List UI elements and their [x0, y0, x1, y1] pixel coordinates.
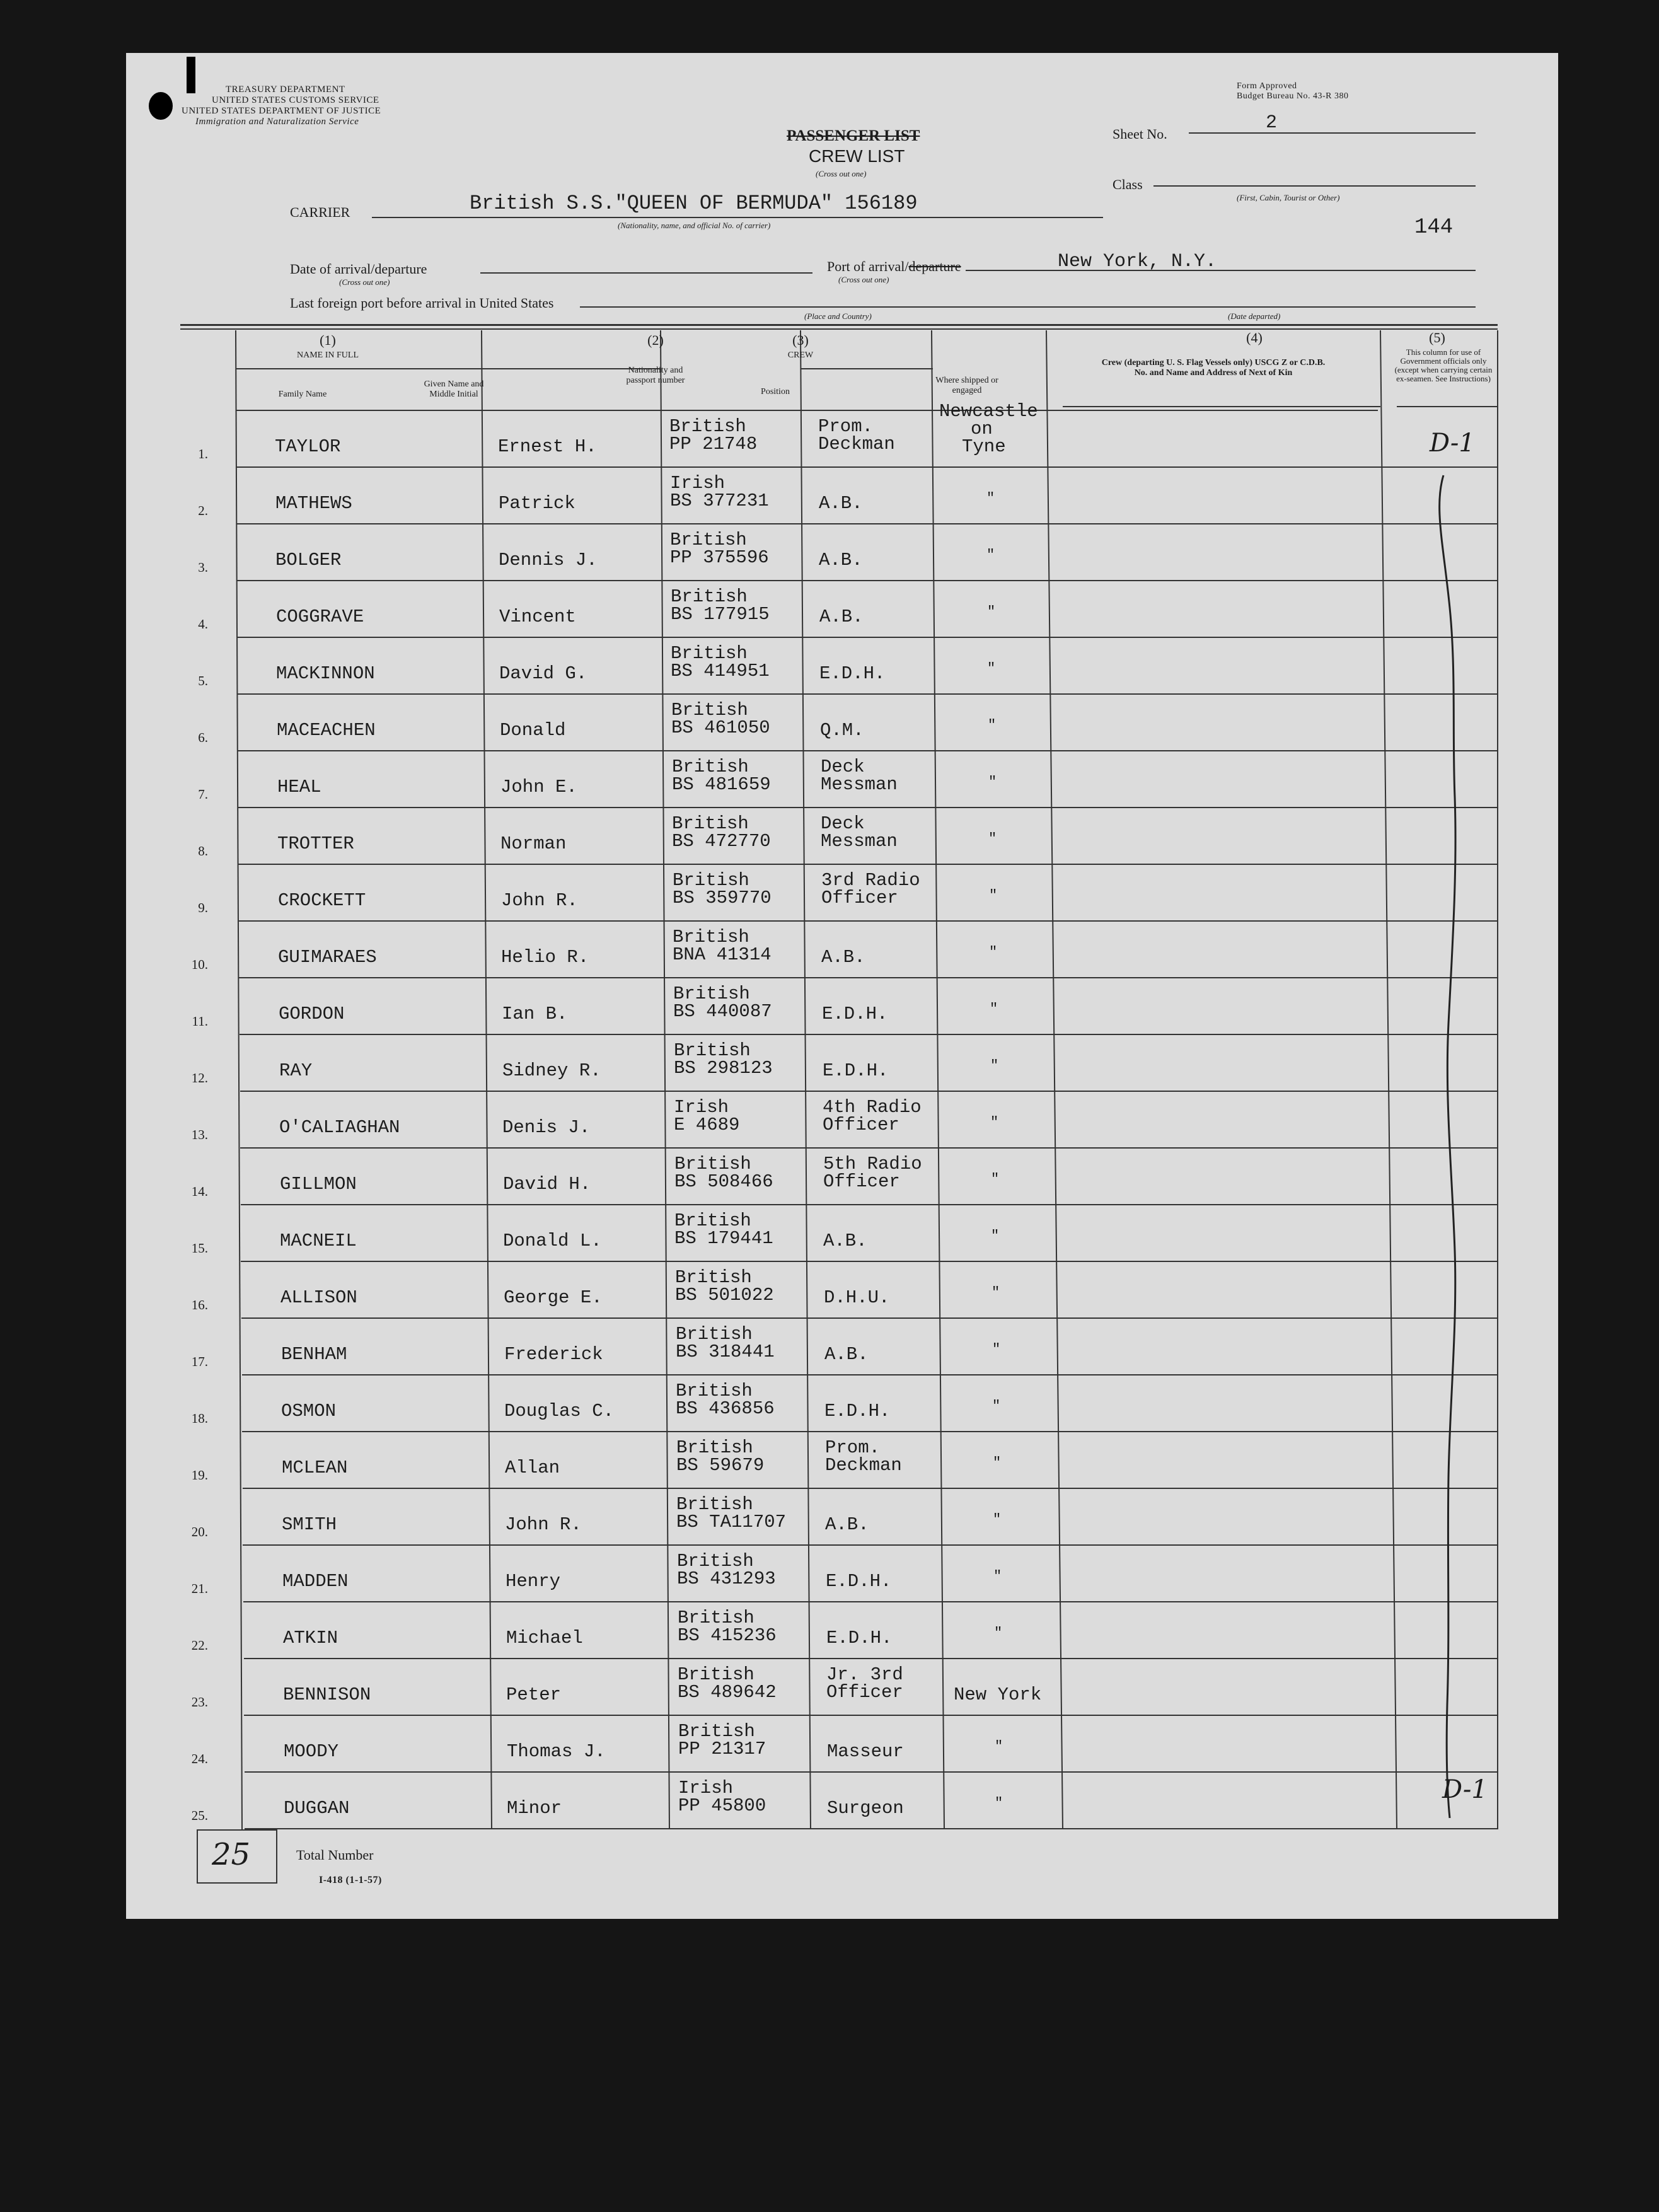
passport-number: PP 45800	[678, 1795, 766, 1816]
col3-number: (3)	[792, 332, 809, 348]
given-name: Helio R.	[501, 947, 589, 968]
position-line-2: Officer	[821, 888, 898, 908]
given-name: Vincent	[499, 606, 576, 627]
given-name: John R.	[505, 1514, 582, 1535]
family-name: GILLMON	[280, 1174, 357, 1195]
nationality: Irish	[678, 1778, 734, 1798]
given-name: Donald	[500, 720, 566, 741]
position-line-2: Messman	[821, 774, 898, 795]
shipped-place: "	[988, 774, 997, 790]
shipped-place: "	[988, 717, 997, 733]
nationality: British	[671, 643, 748, 664]
row-rule	[237, 637, 1498, 638]
position-line-2: Messman	[821, 831, 898, 852]
given-name: Minor	[507, 1798, 562, 1819]
position-line-1: Prom.	[825, 1437, 881, 1458]
crew-list-document	[126, 53, 1558, 1919]
date-hint: (Cross out one)	[339, 277, 390, 287]
passport-number: BS 179441	[674, 1228, 773, 1249]
col2-title: Nationality and passport number	[626, 366, 685, 385]
passport-number: PP 21317	[678, 1739, 766, 1759]
row-rule	[244, 1715, 1498, 1716]
title-cross-out-hint: (Cross out one)	[816, 169, 867, 178]
row-rule	[245, 1771, 1498, 1773]
family-name: DUGGAN	[284, 1798, 350, 1819]
row-number: 4.	[198, 617, 208, 632]
nationality: British	[674, 1040, 751, 1061]
passport-number: PP 21748	[669, 434, 758, 455]
nationality: British	[676, 1437, 753, 1458]
position-line-2: Q.M.	[820, 720, 864, 741]
family-name: MOODY	[284, 1741, 339, 1762]
col5-header-rule	[1397, 406, 1498, 407]
row-number: 12.	[191, 1070, 208, 1086]
port-hint: (Cross out one)	[838, 275, 889, 284]
col4-title: Crew (departing U. S. Flag Vessels only) USCG Z or C.D.B. No. and Name and Address of Next of Kin	[1101, 358, 1326, 378]
agency-line: UNITED STATES CUSTOMS SERVICE	[212, 95, 379, 105]
port-label-crossed: departure	[908, 258, 961, 274]
position-line-2: Masseur	[827, 1741, 904, 1762]
col1b-title: Given Name and Middle Initial	[424, 379, 484, 399]
family-name: MATHEWS	[275, 493, 352, 514]
sheet-label: Sheet No.	[1113, 126, 1167, 142]
row-rule	[239, 977, 1498, 978]
passport-number: BS 436856	[676, 1398, 775, 1419]
nationality: British	[671, 586, 748, 607]
row-rule	[236, 580, 1498, 581]
nationality: British	[671, 700, 748, 721]
shipped-place: "	[991, 1171, 1000, 1187]
port-label-text: Port of arrival/	[827, 258, 909, 274]
passport-number: BS 472770	[672, 831, 771, 852]
nationality: British	[678, 1721, 755, 1742]
position-line-2: Deckman	[825, 1455, 902, 1476]
given-name: Norman	[500, 833, 567, 854]
position-line-2: D.H.U.	[824, 1287, 890, 1308]
position-line-1: Jr. 3rd	[826, 1664, 903, 1685]
nationality: British	[669, 416, 746, 437]
total-value: 25	[212, 1837, 251, 1872]
family-name: HEAL	[277, 777, 321, 797]
col1-number: (1)	[320, 332, 336, 348]
position-line-2: E.D.H.	[824, 1401, 891, 1422]
last-port-label: Last foreign port before arrival in United States	[290, 295, 554, 311]
family-name: BENNISON	[283, 1684, 371, 1705]
row-rule	[244, 1658, 1498, 1659]
given-name: Ernest H.	[498, 436, 597, 457]
col4-number: (4)	[1246, 330, 1263, 345]
position-line-2: A.B.	[824, 1344, 869, 1365]
title-crossed: PASSENGER LIST	[787, 127, 920, 144]
shipped-place: "	[986, 547, 995, 563]
nationality: British	[677, 1551, 754, 1572]
date-departed-hint: (Date departed)	[1228, 311, 1281, 321]
sheet-value: 2	[1266, 112, 1278, 134]
shipped-place: "	[987, 604, 996, 620]
position-line-2: Surgeon	[827, 1798, 904, 1819]
family-name: RAY	[279, 1060, 313, 1081]
carrier-label: CARRIER	[290, 204, 350, 220]
family-name: MCLEAN	[282, 1457, 348, 1478]
row-number: 15.	[191, 1241, 208, 1256]
position-line-2: E.D.H.	[826, 1571, 892, 1592]
shipped-place: "	[990, 1058, 999, 1074]
passport-number: BS 59679	[676, 1455, 765, 1476]
bracket-stroke	[1425, 469, 1481, 1824]
given-name: Patrick	[499, 493, 575, 514]
family-name: MACEACHEN	[277, 720, 376, 741]
shipped-line-1: Newcastle	[939, 401, 1038, 422]
row-rule	[240, 1034, 1498, 1035]
row-number: 3.	[198, 560, 208, 575]
position-line-2: E.D.H.	[823, 1060, 889, 1081]
row-rule	[243, 1601, 1498, 1602]
name-header-rule	[236, 368, 661, 369]
family-name: CROCKETT	[278, 890, 366, 911]
row-rule	[236, 523, 1498, 524]
position-line-2: A.B.	[821, 947, 865, 968]
nationality: Irish	[674, 1097, 729, 1118]
position-line-2: A.B.	[819, 493, 863, 514]
position-line-2: Officer	[823, 1115, 899, 1135]
given-name: Michael	[506, 1628, 583, 1648]
family-name: BOLGER	[275, 550, 342, 570]
row-number: 16.	[191, 1297, 208, 1312]
shipped-place: "	[992, 1341, 1001, 1357]
passport-number: BS 177915	[671, 604, 770, 625]
shipped-place: "	[988, 831, 997, 847]
position-line-1: Deck	[821, 756, 865, 777]
nationality: British	[678, 1664, 754, 1685]
family-name: COGGRAVE	[276, 606, 364, 627]
family-name: TROTTER	[277, 833, 354, 854]
passport-number: BS 501022	[675, 1285, 774, 1306]
family-name: MACKINNON	[276, 663, 375, 684]
date-label: Date of arrival/departure	[290, 261, 427, 277]
family-name: GORDON	[279, 1004, 345, 1024]
given-name: Ian B.	[502, 1004, 568, 1024]
family-name: GUIMARAES	[278, 947, 377, 968]
family-name: ALLISON	[280, 1287, 357, 1308]
row-number: 5.	[198, 673, 208, 688]
row-number: 8.	[198, 843, 208, 859]
row-rule	[243, 1488, 1498, 1489]
crew-header-rule	[801, 368, 933, 369]
annotation-d1-top: D-1	[1430, 429, 1475, 458]
nationality: British	[672, 813, 749, 834]
given-name: Henry	[506, 1571, 561, 1592]
row-rule	[243, 1544, 1498, 1546]
passport-number: BS 440087	[673, 1001, 772, 1022]
row-number: 19.	[191, 1468, 208, 1483]
nationality: Irish	[670, 473, 725, 494]
row-number: 24.	[191, 1751, 208, 1766]
row-number: 17.	[191, 1354, 208, 1369]
position-line-1: Deck	[821, 813, 865, 834]
position-line-1: Prom.	[818, 416, 874, 437]
family-name: BENHAM	[281, 1344, 347, 1365]
given-name: Sidney R.	[502, 1060, 601, 1081]
position-line-2: E.D.H.	[822, 1004, 888, 1024]
shipped-place: "	[995, 1795, 1003, 1811]
nationality: British	[675, 1267, 752, 1288]
position-line-2: A.B.	[825, 1514, 869, 1535]
passport-number: BS 508466	[674, 1171, 773, 1192]
col3-title: CREW	[787, 350, 814, 360]
passport-number: BS 298123	[674, 1058, 773, 1079]
annotation-d1-bottom: D-1	[1442, 1775, 1488, 1804]
given-name: Peter	[506, 1684, 562, 1705]
shipped-place: "	[995, 1739, 1003, 1754]
shipped-place: "	[993, 1568, 1002, 1584]
row-number: 18.	[191, 1411, 208, 1426]
nationality: British	[676, 1324, 753, 1345]
agency-line: TREASURY DEPARTMENT	[226, 84, 345, 95]
row-rule	[238, 750, 1498, 751]
row-rule	[237, 693, 1498, 695]
family-name: SMITH	[282, 1514, 337, 1535]
row-rule	[238, 807, 1498, 808]
family-name: MACNEIL	[280, 1230, 357, 1251]
nationality: British	[674, 1210, 751, 1231]
row-rule	[245, 1828, 1498, 1829]
class-hint: (First, Cabin, Tourist or Other)	[1237, 193, 1340, 202]
budget-bureau: Budget Bureau No. 43-R 380	[1237, 91, 1349, 101]
given-name: David H.	[503, 1174, 591, 1195]
form-number: I-418 (1-1-57)	[319, 1875, 382, 1885]
given-name: Douglas C.	[504, 1401, 615, 1422]
form-approved: Form Approved	[1237, 81, 1297, 91]
col3a-title: Position	[761, 387, 790, 397]
page-title: CREW LIST	[809, 146, 905, 166]
carrier-value: British S.S."QUEEN OF BERMUDA" 156189	[470, 192, 918, 215]
nationality: British	[673, 870, 749, 891]
position-line-2: A.B.	[819, 606, 864, 627]
shipped-place: "	[990, 1115, 999, 1130]
given-name: Denis J.	[502, 1117, 591, 1138]
port-value: New York, N.Y.	[1058, 251, 1217, 272]
col1-title: NAME IN FULL	[297, 350, 359, 360]
row-rule	[238, 864, 1498, 865]
row-number: 11.	[192, 1014, 208, 1029]
shipped-place: "	[992, 1398, 1001, 1414]
passport-number: BS 377231	[670, 490, 769, 511]
row-rule	[241, 1317, 1498, 1319]
passport-number: BS 431293	[677, 1568, 776, 1589]
nationality: British	[673, 927, 749, 947]
nationality: British	[676, 1381, 753, 1401]
nationality: British	[676, 1494, 753, 1515]
nationality: British	[678, 1607, 754, 1628]
row-rule	[240, 1091, 1498, 1092]
family-name: O'CALIAGHAN	[279, 1117, 400, 1138]
position-line-2: Officer	[823, 1171, 900, 1192]
shipped-place: "	[990, 1001, 998, 1017]
given-name: Allan	[505, 1457, 560, 1478]
passport-number: BS 481659	[672, 774, 771, 795]
position-line-2: Deckman	[818, 434, 895, 455]
given-name: John E.	[500, 777, 577, 797]
passport-number: BS 318441	[676, 1341, 775, 1362]
family-name: TAYLOR	[275, 436, 341, 457]
col4-header-rule	[1063, 406, 1380, 407]
shipped-place: "	[994, 1625, 1003, 1641]
given-name: George E.	[504, 1287, 603, 1308]
given-name: Dennis J.	[499, 550, 598, 570]
nationality: British	[672, 756, 749, 777]
row-number: 22.	[191, 1638, 208, 1653]
shipped-place: "	[989, 888, 998, 903]
total-label: Total Number	[296, 1847, 374, 1863]
shipped-place: "	[991, 1228, 1000, 1244]
given-name: David G.	[499, 663, 587, 684]
row-number: 10.	[191, 957, 208, 972]
class-label: Class	[1113, 177, 1143, 192]
passport-number: BS 359770	[673, 888, 772, 908]
passport-number: BS TA11707	[676, 1512, 787, 1532]
position-line-2: A.B.	[819, 550, 863, 570]
given-name: John R.	[501, 890, 578, 911]
position-line-1: 5th Radio	[823, 1154, 922, 1174]
passport-number: BS 415236	[678, 1625, 777, 1646]
row-number: 21.	[191, 1581, 208, 1596]
row-number: 2.	[198, 503, 208, 518]
given-name: Thomas J.	[507, 1741, 606, 1762]
given-name: Frederick	[504, 1344, 603, 1365]
position-line-2: A.B.	[823, 1230, 867, 1251]
nationality: British	[670, 530, 747, 550]
shipped-place: New York	[954, 1684, 1042, 1705]
shipped-place: "	[993, 1455, 1002, 1471]
place-hint: (Place and Country)	[804, 311, 872, 321]
row-rule	[242, 1374, 1498, 1375]
family-name: MADDEN	[282, 1571, 349, 1592]
given-name: Donald L.	[503, 1230, 602, 1251]
page-number: 144	[1414, 216, 1454, 240]
col3b-title: Where shipped or engaged	[935, 376, 998, 395]
row-number: 9.	[198, 900, 208, 915]
passport-number: BS 489642	[678, 1682, 777, 1703]
carrier-hint: (Nationality, name, and official No. of carrier)	[618, 221, 771, 230]
row-number: 14.	[191, 1184, 208, 1199]
row-rule	[241, 1204, 1498, 1205]
shipped-place: "	[993, 1512, 1002, 1527]
nationality: British	[673, 983, 750, 1004]
agency-line: Immigration and Naturalization Service	[195, 117, 359, 127]
position-line-1: 4th Radio	[823, 1097, 922, 1118]
row-number: 13.	[191, 1127, 208, 1142]
col5-number: (5)	[1429, 330, 1445, 345]
row-number: 23.	[191, 1694, 208, 1710]
passport-number: E 4689	[674, 1115, 740, 1135]
agency-line: UNITED STATES DEPARTMENT OF JUSTICE	[182, 106, 381, 116]
row-rule	[239, 920, 1498, 922]
position-line-2: E.D.H.	[826, 1628, 893, 1648]
shipped-line-2: on	[971, 419, 993, 439]
header-bottom-rule	[236, 410, 1378, 411]
row-number: 1.	[198, 446, 208, 461]
shipped-place: "	[987, 661, 996, 676]
col2-number: (2)	[647, 332, 664, 348]
col1a-title: Family Name	[278, 390, 327, 399]
position-line-1: 3rd Radio	[821, 870, 920, 891]
row-rule	[240, 1147, 1498, 1149]
shipped-place: "	[991, 1285, 1000, 1300]
passport-number: BS 414951	[671, 661, 770, 681]
nationality: British	[674, 1154, 751, 1174]
family-name: OSMON	[281, 1401, 337, 1422]
row-rule	[236, 466, 1498, 468]
family-name: ATKIN	[283, 1628, 338, 1648]
shipped-line-3: Tyne	[962, 436, 1006, 457]
row-number: 7.	[198, 787, 208, 802]
passport-number: BS 461050	[671, 717, 770, 738]
row-number: 20.	[191, 1524, 208, 1539]
row-number: 6.	[198, 730, 208, 745]
row-rule	[241, 1261, 1498, 1262]
row-number: 25.	[191, 1808, 208, 1823]
position-line-2: Officer	[826, 1682, 903, 1703]
passport-number: BNA 41314	[673, 944, 772, 965]
position-line-2: E.D.H.	[819, 663, 886, 684]
row-rule	[242, 1431, 1498, 1432]
col5-title: This column for use of Government officials only (except when carrying certain ex-seamen. See Instructions)	[1394, 347, 1493, 383]
shipped-place: "	[986, 490, 995, 506]
shipped-place: "	[989, 944, 998, 960]
passport-number: PP 375596	[670, 547, 769, 568]
